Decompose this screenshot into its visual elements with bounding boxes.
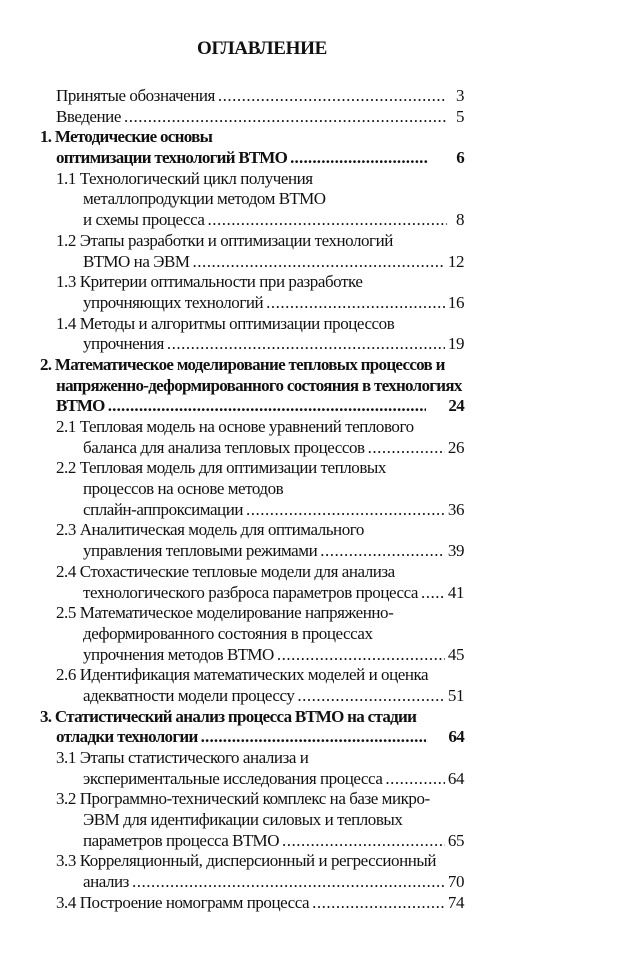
dot-leader [124, 107, 447, 128]
toc-entry[interactable] [40, 893, 464, 914]
toc-entry-text: ЭВМ для идентификации силовых и тепловых [83, 810, 403, 830]
toc-line [40, 810, 464, 831]
dot-leader [320, 541, 445, 562]
toc-entry[interactable] [40, 417, 464, 458]
toc-entry-text: Введение [56, 106, 121, 126]
toc-line [40, 334, 464, 355]
toc-entry-text: адекватности модели процессу [83, 685, 295, 705]
toc-entry-text: ВТМО на ЭВМ [83, 251, 190, 271]
toc-line [40, 314, 464, 335]
toc-line [40, 748, 464, 769]
page-number: 70 [447, 872, 464, 892]
toc-line [40, 603, 464, 624]
dot-leader [201, 727, 427, 748]
dot-leader [208, 210, 447, 231]
toc-line [40, 293, 464, 314]
toc-entry-text: 1.4 Методы и алгоритмы оптимизации процессов [56, 313, 395, 333]
toc-entry-text: анализ [83, 872, 129, 892]
toc-line [40, 252, 464, 273]
toc-line [40, 727, 464, 748]
toc-entry-text: 1.3 Критерии оптимальности при разработке [56, 272, 363, 292]
toc-entry[interactable] [40, 748, 464, 789]
toc-entry-text: напряженно-деформированного состояния в технологиях [56, 375, 462, 395]
dot-leader [266, 293, 445, 314]
table-of-contents [40, 86, 464, 914]
toc-entry-text: 2. Математическое моделирование тепловых процессов и [40, 354, 445, 374]
page-number: 51 [447, 685, 464, 705]
toc-entry-text: технологического разброса параметров процесса [83, 582, 418, 602]
toc-line [40, 645, 464, 666]
toc-entry-text: параметров процесса ВТМО [83, 830, 280, 850]
dot-leader [297, 686, 444, 707]
toc-entry-text: экспериментальные исследования процесса [83, 768, 383, 788]
toc-entry[interactable] [40, 231, 464, 272]
toc-line [40, 686, 464, 707]
page-number: 74 [447, 892, 464, 912]
toc-entry-text: упрочнения методов ВТМО [83, 644, 274, 664]
toc-line [40, 272, 464, 293]
dot-leader [290, 148, 428, 169]
page-number: 26 [447, 437, 464, 457]
toc-line [40, 665, 464, 686]
toc-line [40, 438, 464, 459]
toc-entry-text: процессов на основе методов [83, 479, 284, 499]
toc-entry-text: 1. Методические основы [40, 127, 213, 147]
toc-line [40, 831, 464, 852]
toc-line [40, 769, 464, 790]
toc-chapter[interactable] [40, 127, 464, 168]
toc-line [40, 458, 464, 479]
page-number: 3 [455, 86, 464, 105]
toc-line [40, 789, 464, 810]
toc-entry[interactable] [40, 458, 464, 520]
toc-line [40, 893, 464, 914]
toc-entry[interactable] [40, 562, 464, 603]
toc-entry-text: 2.2 Тепловая модель для оптимизации тепловых [56, 458, 386, 478]
toc-entry-text: Принятые обозначения [56, 86, 215, 105]
toc-chapter[interactable] [40, 707, 464, 748]
toc-entry-text: 1.1 Технологический цикл получения [56, 168, 313, 188]
dot-leader [246, 500, 445, 521]
toc-entry-text: 2.1 Тепловая модель на основе уравнений теплового [56, 417, 414, 436]
toc-entry-text: 3.3 Корреляционный, дисперсионный и регрессионный [56, 851, 436, 871]
toc-entry[interactable] [40, 789, 464, 851]
page-number: 19 [447, 334, 464, 354]
dot-leader [193, 252, 445, 273]
toc-line [40, 520, 464, 541]
page-number: 64 [447, 768, 464, 788]
page-number: 12 [447, 251, 464, 271]
toc-line [40, 396, 464, 417]
toc-entry[interactable] [40, 314, 464, 355]
page-number: 8 [455, 210, 464, 230]
toc-entry-text: и схемы процесса [83, 210, 205, 230]
toc-line [40, 210, 464, 231]
page-number: 64 [448, 727, 464, 747]
toc-line [40, 355, 464, 376]
page-number: 16 [447, 292, 464, 312]
dot-leader [368, 438, 445, 459]
toc-line [40, 376, 464, 397]
toc-entry[interactable] [40, 603, 464, 665]
toc-entry-text: металлопродукции методом ВТМО [83, 189, 326, 209]
toc-entry-text: деформированного состояния в процессах [83, 623, 373, 643]
toc-entry-text: баланса для анализа тепловых процессов [83, 437, 365, 457]
toc-chapter[interactable] [40, 355, 464, 417]
page-number: 36 [447, 499, 464, 519]
toc-entry-text: сплайн-аппроксимации [83, 499, 244, 519]
toc-line [40, 707, 464, 728]
toc-entry-text: 2.5 Математическое моделирование напряженно- [56, 603, 394, 623]
page-number: 24 [448, 396, 464, 416]
toc-entry-text: упрочняющих технологий [83, 292, 264, 312]
toc-entry-text: 3.1 Этапы статистического анализа и [56, 748, 309, 767]
toc-entry-text: 2.3 Аналитическая модель для оптимального [56, 520, 364, 540]
toc-entry-text: упрочнения [83, 334, 164, 354]
toc-line [40, 86, 464, 107]
toc-entry-text: отладки технологии [56, 727, 198, 747]
toc-entry-text: оптимизации технологий ВТМО [56, 148, 288, 168]
toc-line [40, 148, 464, 169]
toc-line [40, 851, 464, 872]
toc-line [40, 107, 464, 128]
toc-entry[interactable] [40, 107, 464, 128]
toc-entry-text: 3.2 Программно-технический комплекс на базе микро- [56, 789, 430, 809]
toc-line [40, 583, 464, 604]
dot-leader [277, 645, 445, 666]
dot-leader [282, 831, 445, 852]
toc-line [40, 562, 464, 583]
toc-entry-text: 3. Статистический анализ процесса ВТМО на стадии [40, 706, 417, 726]
page-number: 5 [455, 106, 464, 126]
dot-leader [108, 396, 427, 417]
page-number: 45 [447, 644, 464, 664]
toc-line [40, 169, 464, 190]
toc-entry-text: 3.4 Построение номограмм процесса [56, 892, 310, 912]
toc-entry-text: управления тепловыми режимами [83, 541, 318, 561]
dot-leader [385, 769, 444, 790]
toc-entry[interactable] [40, 851, 464, 892]
toc-entry-text: 2.4 Стохастические тепловые модели для анализа [56, 561, 395, 581]
dot-leader [312, 893, 445, 914]
toc-line [40, 624, 464, 645]
toc-entry-text: 2.6 Идентификация математических моделей и оценка [56, 665, 429, 685]
toc-line [40, 500, 464, 521]
page-number: 41 [447, 582, 464, 602]
dot-leader [421, 583, 445, 604]
toc-entry[interactable] [40, 272, 464, 313]
dot-leader [132, 872, 445, 893]
toc-line [40, 127, 464, 148]
toc-entry[interactable] [40, 520, 464, 561]
toc-entry-text: 1.2 Этапы разработки и оптимизации технологий [56, 230, 393, 250]
page-title: ОГЛАВЛЕНИЕ [197, 38, 327, 59]
toc-line [40, 231, 464, 252]
toc-entry[interactable] [40, 169, 464, 231]
toc-line [40, 417, 464, 438]
toc-line [40, 541, 464, 562]
page-number: 39 [447, 541, 464, 561]
toc-entry[interactable] [40, 665, 464, 706]
dot-leader [167, 334, 445, 355]
toc-line [40, 479, 464, 500]
page-number: 6 [456, 148, 464, 168]
page-number: 65 [447, 830, 464, 850]
toc-line [40, 872, 464, 893]
toc-line [40, 189, 464, 210]
toc-entry[interactable] [40, 86, 464, 107]
toc-entry-text: ВТМО [56, 396, 105, 416]
dot-leader [218, 86, 447, 107]
